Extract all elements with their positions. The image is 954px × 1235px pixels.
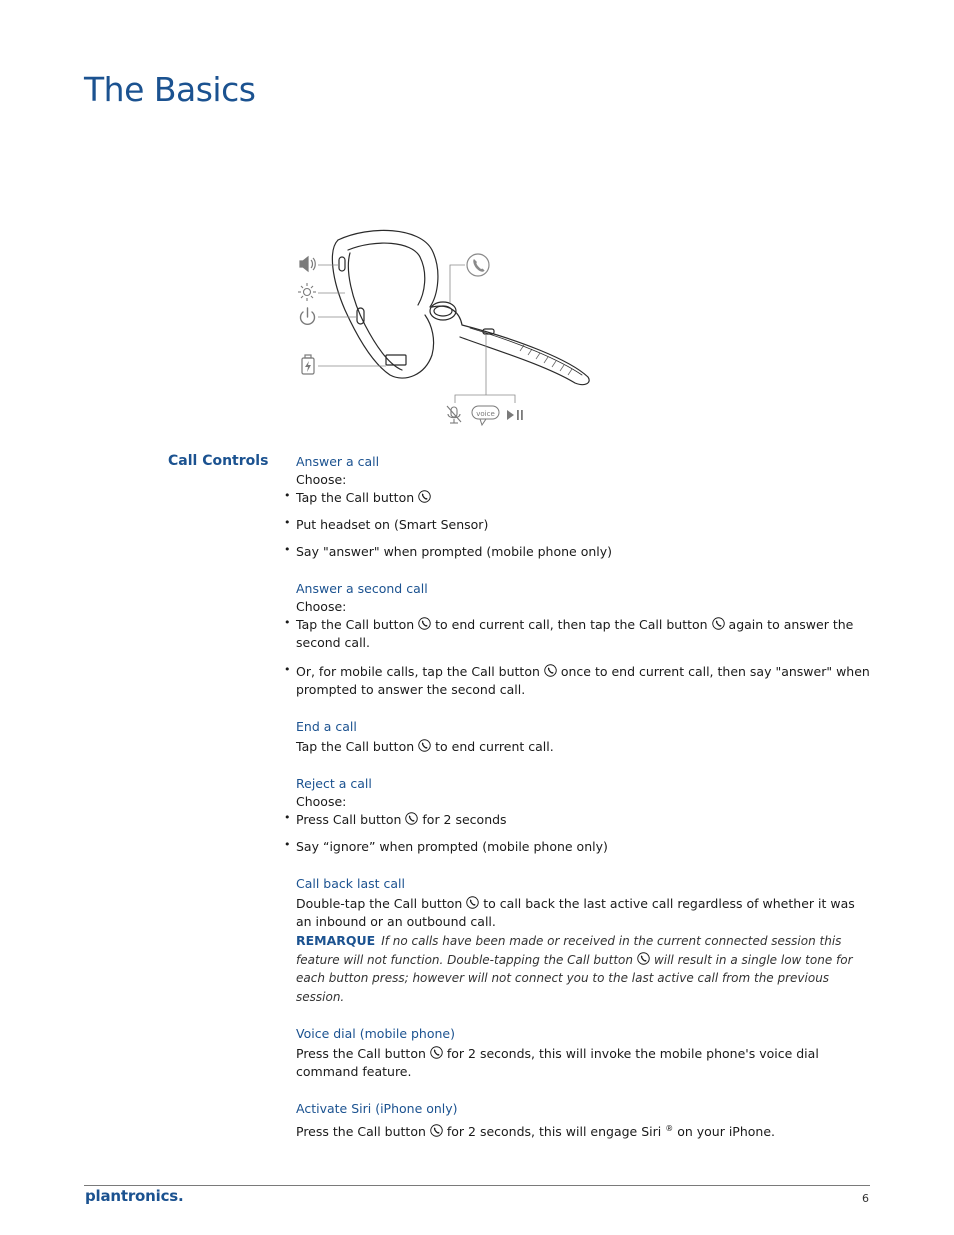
end-call-heading: End a call [296, 719, 357, 734]
choose-label: Choose: [296, 472, 347, 487]
page-number: 6 [862, 1192, 869, 1205]
call-button-icon [430, 1124, 443, 1137]
call-button-icon [466, 896, 479, 909]
list-item-text: once to end current call, then say "answer" when prompted to answer the second call. [296, 664, 870, 697]
list-item-text: Put headset on (Smart Sensor) [296, 517, 489, 532]
call-button-icon [430, 1046, 443, 1059]
list-item [296, 811, 871, 829]
answer-second-call-heading: Answer a second call [296, 581, 428, 596]
list-item-text: Say "answer" when prompted (mobile phone only) [296, 544, 613, 559]
list-item [296, 543, 871, 561]
text: Tap the Call button [296, 739, 415, 754]
call-button-icon [637, 952, 650, 965]
end-call-section [296, 718, 871, 756]
light-sensor-icon [298, 283, 316, 301]
voice-dial-text [296, 1045, 871, 1081]
text: for 2 seconds, this will engage Siri [446, 1124, 662, 1140]
text: to end current call. [435, 739, 554, 754]
list-item [296, 516, 871, 534]
list-item-text: Tap the Call button [296, 617, 415, 632]
list-item [296, 663, 871, 699]
call-button-icon [712, 617, 725, 630]
note-label: REMARQUE [296, 933, 376, 948]
answer-call-heading: Answer a call [296, 454, 380, 469]
call-button-icon [467, 254, 489, 276]
voice-dial-section [296, 1025, 871, 1081]
list-item [296, 616, 871, 652]
list-item-text: Say “ignore” when prompted (mobile phone only) [296, 839, 608, 854]
answer-second-call-section [296, 580, 871, 699]
call-back-heading: Call back last call [296, 876, 405, 891]
note-text: If no calls have been made or received in the current connected session this feature will not function. Double-tapping the Call button [296, 934, 842, 967]
note [296, 932, 871, 1006]
volume-icon [300, 257, 315, 271]
call-back-text [296, 895, 871, 931]
list-item-text: Press Call button [296, 812, 402, 827]
call-back-section [296, 875, 871, 1006]
text: for 2 seconds, this will invoke the mobile phone's voice dial command feature. [296, 1046, 819, 1079]
call-button-icon [418, 617, 431, 630]
page-title: The Basics [84, 70, 256, 109]
text: to call back the last active call regardless of whether it was an inbound or an outbound call. [296, 896, 855, 929]
call-button-icon [405, 812, 418, 825]
end-call-text [296, 738, 871, 756]
plantronics-logo: plantronics. [85, 1187, 184, 1205]
list-item [296, 489, 871, 507]
play-pause-icon [507, 410, 523, 420]
answer-call-section [296, 453, 871, 561]
text: Press the Call button [296, 1046, 426, 1061]
voice-label: voice [476, 410, 495, 418]
voice-dial-heading: Voice dial (mobile phone) [296, 1026, 455, 1041]
list-item-text: Or, for mobile calls, tap the Call button [296, 664, 540, 679]
call-button-icon [418, 739, 431, 752]
text: Press the Call button [296, 1124, 426, 1140]
list-item [296, 838, 871, 856]
registered-mark: ® [665, 1124, 674, 1133]
note-text: will result in a single low tone for each button press; however will not connect you to the last active call from the previous session. [296, 952, 853, 1004]
mute-microphone-icon [447, 406, 461, 423]
siri-text [296, 1120, 871, 1141]
text: Double-tap the Call button [296, 896, 463, 911]
call-button-icon [544, 664, 557, 677]
list-item-text: for 2 seconds [422, 812, 507, 827]
choose-label: Choose: [296, 599, 347, 614]
list-item-text: again to answer the second call. [296, 617, 854, 650]
choose-label: Choose: [296, 794, 347, 809]
power-icon [301, 308, 315, 324]
footer-divider [84, 1185, 870, 1186]
reject-call-section [296, 775, 871, 856]
siri-heading: Activate Siri (iPhone only) [296, 1101, 458, 1116]
list-item-text: Tap the Call button [296, 490, 415, 505]
reject-call-heading: Reject a call [296, 776, 372, 791]
list-item-text: to end current call, then tap the Call button [435, 617, 708, 632]
battery-charging-icon [302, 355, 314, 374]
section-label: Call Controls [168, 453, 269, 469]
siri-section [296, 1100, 871, 1141]
headset-illustration [290, 225, 600, 430]
call-controls-content [296, 453, 871, 1141]
text: on your iPhone. [677, 1124, 775, 1140]
call-button-icon [418, 490, 431, 503]
